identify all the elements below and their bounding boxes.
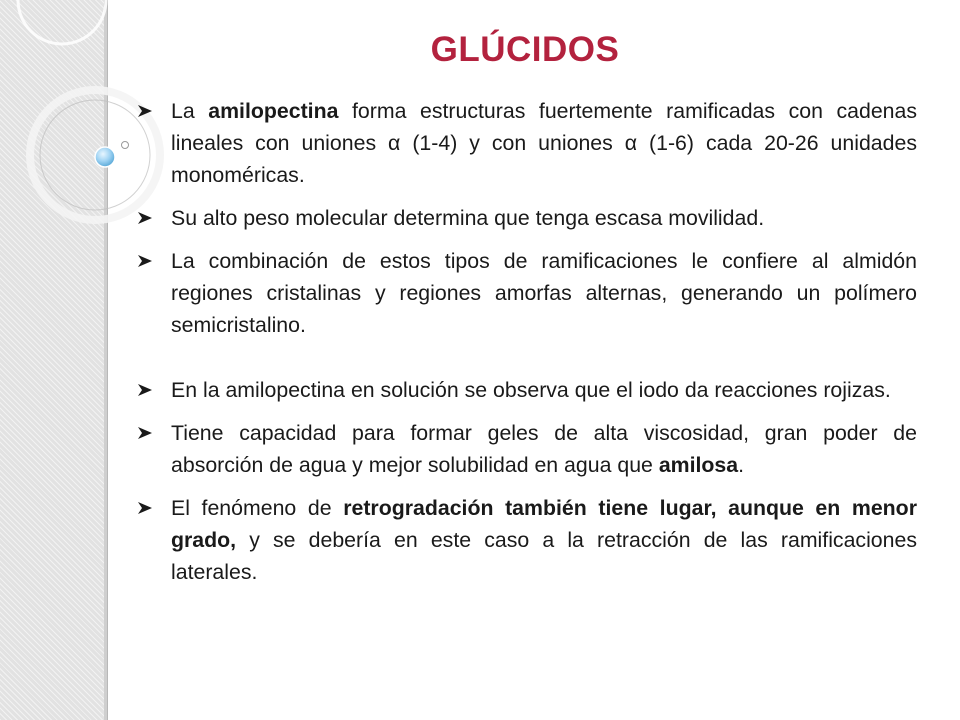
bullet-text: En la amilopectina en solución se observa que el iodo da reacciones rojizas.	[171, 378, 891, 402]
arrowhead-bullet-icon	[137, 95, 171, 127]
bullet-text: La amilopectina forma estructuras fuertemente ramificadas con cadenas lineales con uniones α (1-4) y con uniones α (1-6) cada 20-26 unidades monoméricas.	[171, 99, 918, 187]
slide-title: GLÚCIDOS	[430, 30, 620, 69]
bullet-text: Tiene capacidad para formar geles de alta viscosidad, gran poder de absorción de agua y mejor solubilidad en agua que amilosa.	[171, 421, 917, 477]
bullet-item	[137, 374, 917, 406]
bullet-item	[137, 492, 917, 588]
arrowhead-bullet-icon	[137, 374, 171, 406]
arrowhead-bullet-icon	[137, 492, 171, 524]
bullet-item	[137, 417, 917, 481]
bullet-item	[137, 202, 917, 234]
decor-small-dot	[122, 142, 129, 149]
decor-blue-dot	[95, 147, 115, 167]
bullet-item	[137, 95, 917, 191]
bullet-item	[137, 245, 917, 341]
arrowhead-bullet-icon	[137, 245, 171, 277]
bullet-text: La combinación de estos tipos de ramificaciones le confiere al almidón regiones cristalinas y regiones amorfas alternas, generando un polímero semicristalino.	[171, 249, 917, 337]
arrowhead-bullet-icon	[137, 417, 171, 449]
arrowhead-bullet-icon	[137, 202, 171, 234]
bullet-text: Su alto peso molecular determina que tenga escasa movilidad.	[171, 206, 765, 230]
bullet-text: El fenómeno de retrogradación también tiene lugar, aunque en menor grado, y se debería en este caso a la retracción de las ramificaciones laterales.	[171, 496, 917, 584]
bullet-list	[137, 95, 917, 599]
